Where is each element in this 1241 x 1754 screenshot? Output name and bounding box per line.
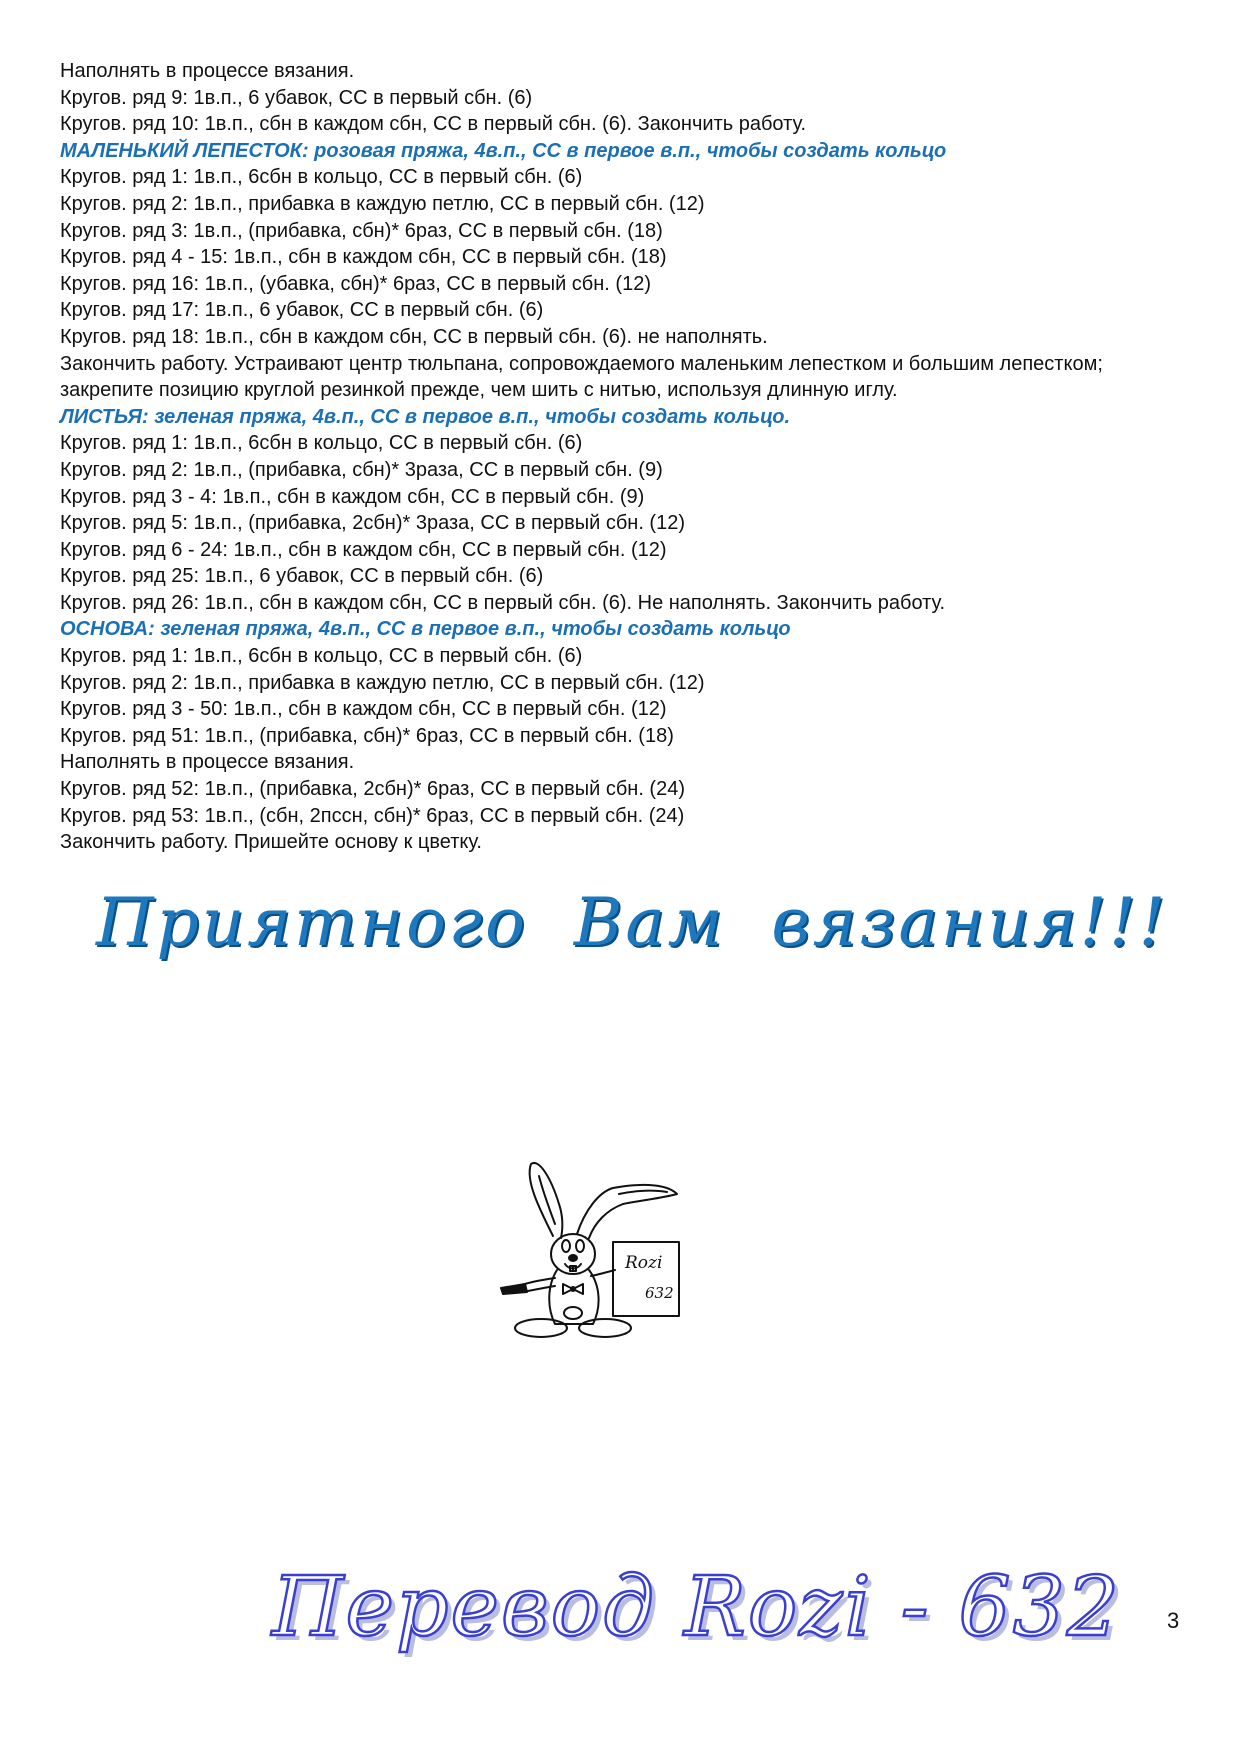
instruction-line: Кругов. ряд 53: 1в.п., (сбн, 2пссн, сбн)* 6раз, СС в первый сбн. (24)	[60, 804, 685, 827]
instruction-line: Закончить работу. Устраивают центр тюльпана, сопровождаемого маленьким лепестком и большим лепестком; закрепите позицию круглой резинкой прежде, чем шить с нитью, используя длинную иглу.	[60, 352, 1103, 402]
instruction-line: Кругов. ряд 18: 1в.п., сбн в каждом сбн, СС в первый сбн. (6). не наполнять.	[60, 325, 768, 348]
instructions-text	[60, 58, 1190, 856]
instruction-line: Кругов. ряд 1: 1в.п., 6сбн в кольцо, СС в первый сбн. (6)	[60, 645, 583, 668]
instruction-line: Закончить работу. Пришейте основу к цветку.	[60, 831, 482, 854]
instruction-line: Кругов. ряд 16: 1в.п., (убавка, сбн)* 6раз, СС в первый сбн. (12)	[60, 272, 651, 295]
instruction-line: Кругов. ряд 2: 1в.п., (прибавка, сбн)* 3раза, СС в первый сбн. (9)	[60, 458, 663, 481]
instruction-line: Кругов. ряд 4 - 15: 1в.п., сбн в каждом сбн, СС в первый сбн. (18)	[60, 246, 667, 269]
greeting-banner: Приятного Вам вязания!!!	[96, 884, 1169, 961]
mascot-sign-line1: Rozi	[625, 1253, 663, 1273]
instruction-line: Кругов. ряд 17: 1в.п., 6 убавок, СС в первый сбн. (6)	[60, 299, 544, 322]
instruction-line: Кругов. ряд 51: 1в.п., (прибавка, сбн)* 6раз, СС в первый сбн. (18)	[60, 724, 674, 747]
mascot-sign-line2: 632	[645, 1284, 674, 1302]
bunny-with-sign-icon	[495, 1158, 705, 1340]
instruction-line: Кругов. ряд 9: 1в.п., 6 убавок, СС в первый сбн. (6)	[60, 86, 533, 109]
instruction-line: Кругов. ряд 25: 1в.п., 6 убавок, СС в первый сбн. (6)	[60, 565, 544, 588]
translator-credit: Перевод Rozi - 632	[272, 1560, 1122, 1655]
instruction-line: Кругов. ряд 2: 1в.п., прибавка в каждую петлю, СС в первый сбн. (12)	[60, 192, 705, 215]
instruction-line: Кругов. ряд 1: 1в.п., 6сбн в кольцо, СС в первый сбн. (6)	[60, 432, 583, 455]
instruction-line: Наполнять в процессе вязания.	[60, 751, 355, 774]
instruction-line: Наполнять в процессе вязания.	[60, 60, 355, 82]
instruction-line: Кругов. ряд 5: 1в.п., (прибавка, 2сбн)* 3раза, СС в первый сбн. (12)	[60, 512, 685, 535]
page-number: 3	[1167, 1608, 1180, 1633]
section-heading: МАЛЕНЬКИЙ ЛЕПЕСТОК: розовая пряжа, 4в.п., СС в первое в.п., чтобы создать кольцо	[60, 139, 947, 162]
instruction-line: Кругов. ряд 52: 1в.п., (прибавка, 2сбн)* 6раз, СС в первый сбн. (24)	[60, 778, 685, 801]
section-heading: ЛИСТЬЯ: зеленая пряжа, 4в.п., СС в первое в.п., чтобы создать кольцо.	[60, 405, 791, 428]
instruction-line: Кругов. ряд 3 - 4: 1в.п., сбн в каждом сбн, СС в первый сбн. (9)	[60, 485, 645, 508]
instruction-line: Кругов. ряд 26: 1в.п., сбн в каждом сбн, СС в первый сбн. (6). Не наполнять. Закончить работу.	[60, 591, 946, 614]
section-heading: ОСНОВА: зеленая пряжа, 4в.п., СС в первое в.п., чтобы создать кольцо	[60, 618, 791, 641]
instruction-line: Кругов. ряд 10: 1в.п., сбн в каждом сбн, СС в первый сбн. (6). Закончить работу.	[60, 113, 807, 136]
instruction-line: Кругов. ряд 3: 1в.п., (прибавка, сбн)* 6раз, СС в первый сбн. (18)	[60, 219, 663, 242]
instruction-line: Кругов. ряд 6 - 24: 1в.п., сбн в каждом сбн, СС в первый сбн. (12)	[60, 538, 667, 561]
instruction-line: Кругов. ряд 1: 1в.п., 6сбн в кольцо, СС в первый сбн. (6)	[60, 166, 583, 189]
instruction-line: Кругов. ряд 2: 1в.п., прибавка в каждую петлю, СС в первый сбн. (12)	[60, 671, 705, 694]
instruction-line: Кругов. ряд 3 - 50: 1в.п., сбн в каждом сбн, СС в первый сбн. (12)	[60, 698, 667, 721]
